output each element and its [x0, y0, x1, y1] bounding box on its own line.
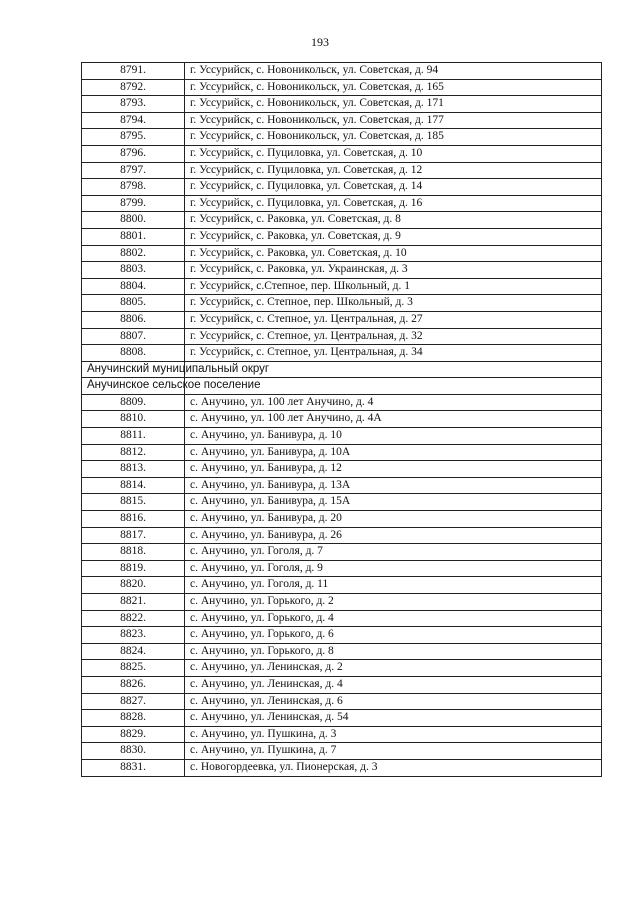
row-number: 8821.: [82, 594, 185, 611]
row-address: г. Уссурийск, с. Пуциловка, ул. Советская, д. 10: [185, 145, 602, 162]
row-address: с. Анучино, ул. Ленинская, д. 6: [185, 693, 602, 710]
row-address: г. Уссурийск, с. Пуциловка, ул. Советская, д. 14: [185, 179, 602, 196]
row-address: г. Уссурийск, с. Пуциловка, ул. Советская, д. 16: [185, 195, 602, 212]
row-address: с. Анучино, ул. Горького, д. 4: [185, 610, 602, 627]
row-address: г. Уссурийск, с. Новоникольск, ул. Советская, д. 177: [185, 112, 602, 129]
row-address: с. Анучино, ул. Банивура, д. 20: [185, 511, 602, 528]
row-number: 8801.: [82, 228, 185, 245]
row-number: 8816.: [82, 511, 185, 528]
row-address: с. Анучино, ул. Горького, д. 8: [185, 643, 602, 660]
table-row: [82, 145, 602, 162]
table-row: [82, 577, 602, 594]
table-row: [82, 179, 602, 196]
address-registry-table: [81, 62, 602, 777]
row-number: 8827.: [82, 693, 185, 710]
row-number: 8811.: [82, 428, 185, 445]
table-row: [82, 544, 602, 561]
row-address: с. Анучино, ул. Ленинская, д. 2: [185, 660, 602, 677]
row-address: г. Уссурийск, с. Новоникольск, ул. Советская, д. 165: [185, 79, 602, 96]
row-address: с. Анучино, ул. Горького, д. 2: [185, 594, 602, 611]
section-header-row: [82, 378, 602, 395]
row-address: с. Анучино, ул. Банивура, д. 15А: [185, 494, 602, 511]
row-number: 8804.: [82, 278, 185, 295]
row-address: с. Анучино, ул. Банивура, д. 10: [185, 428, 602, 445]
row-address: г. Уссурийск, с. Раковка, ул. Советская, д. 10: [185, 245, 602, 262]
table-row: [82, 162, 602, 179]
table-row: [82, 627, 602, 644]
row-number: 8798.: [82, 179, 185, 196]
table-row: [82, 394, 602, 411]
table-row: [82, 676, 602, 693]
row-number: 8822.: [82, 610, 185, 627]
row-number: 8802.: [82, 245, 185, 262]
row-number: 8830.: [82, 743, 185, 760]
row-address: с. Анучино, ул. Банивура, д. 10А: [185, 444, 602, 461]
row-number: 8826.: [82, 676, 185, 693]
row-address: с. Анучино, ул. 100 лет Анучино, д. 4: [185, 394, 602, 411]
row-number: 8794.: [82, 112, 185, 129]
row-number: 8796.: [82, 145, 185, 162]
row-address: г. Уссурийск, с. Степное, пер. Школьный, д. 3: [185, 295, 602, 312]
row-number: 8806.: [82, 311, 185, 328]
table-row: [82, 726, 602, 743]
row-number: 8818.: [82, 544, 185, 561]
table-row: [82, 328, 602, 345]
row-address: г. Уссурийск, с.Степное, пер. Школьный, д. 1: [185, 278, 602, 295]
table-row: [82, 129, 602, 146]
row-number: 8812.: [82, 444, 185, 461]
table-row: [82, 411, 602, 428]
row-address: с. Анучино, ул. Горького, д. 6: [185, 627, 602, 644]
table-row: [82, 693, 602, 710]
table-row: [82, 710, 602, 727]
table-row: [82, 195, 602, 212]
row-number: 8823.: [82, 627, 185, 644]
table-row: [82, 63, 602, 80]
row-number: 8793.: [82, 96, 185, 113]
row-address: г. Уссурийск, с. Новоникольск, ул. Советская, д. 171: [185, 96, 602, 113]
table-row: [82, 278, 602, 295]
row-address: с. Анучино, ул. Ленинская, д. 4: [185, 676, 602, 693]
row-number: 8805.: [82, 295, 185, 312]
row-address: с. Анучино, ул. Банивура, д. 12: [185, 461, 602, 478]
section-label: Анучинское сельское поселение: [82, 378, 185, 395]
section-header-row: [82, 361, 602, 378]
row-address: г. Уссурийск, с. Новоникольск, ул. Советская, д. 94: [185, 63, 602, 80]
row-number: 8792.: [82, 79, 185, 96]
table-row: [82, 759, 602, 776]
table-row: [82, 444, 602, 461]
row-number: 8809.: [82, 394, 185, 411]
table-row: [82, 79, 602, 96]
row-number: 8824.: [82, 643, 185, 660]
row-address: с. Анучино, ул. Ленинская, д. 54: [185, 710, 602, 727]
row-number: 8819.: [82, 560, 185, 577]
row-address: с. Анучино, ул. Гоголя, д. 7: [185, 544, 602, 561]
row-address: г. Уссурийск, с. Степное, ул. Центральная, д. 32: [185, 328, 602, 345]
table-row: [82, 245, 602, 262]
table-row: [82, 96, 602, 113]
row-address: с. Анучино, ул. Пушкина, д. 3: [185, 726, 602, 743]
table-row: [82, 594, 602, 611]
table-row: [82, 345, 602, 362]
row-number: 8825.: [82, 660, 185, 677]
table-row: [82, 610, 602, 627]
row-number: 8807.: [82, 328, 185, 345]
table-row: [82, 527, 602, 544]
row-number: 8828.: [82, 710, 185, 727]
table-row: [82, 643, 602, 660]
row-address: с. Анучино, ул. Гоголя, д. 9: [185, 560, 602, 577]
table-row: [82, 112, 602, 129]
row-number: 8815.: [82, 494, 185, 511]
row-number: 8799.: [82, 195, 185, 212]
table-row: [82, 494, 602, 511]
row-address: г. Уссурийск, с. Степное, ул. Центральная, д. 34: [185, 345, 602, 362]
row-number: 8797.: [82, 162, 185, 179]
page-number: 193: [311, 35, 329, 49]
row-number: 8800.: [82, 212, 185, 229]
row-address: с. Анучино, ул. Гоголя, д. 11: [185, 577, 602, 594]
row-address: г. Уссурийск, с. Новоникольск, ул. Советская, д. 185: [185, 129, 602, 146]
row-address: г. Уссурийск, с. Степное, ул. Центральная, д. 27: [185, 311, 602, 328]
row-address: г. Уссурийск, с. Раковка, ул. Украинская, д. 3: [185, 262, 602, 279]
row-number: 8808.: [82, 345, 185, 362]
table-row: [82, 477, 602, 494]
table-row: [82, 295, 602, 312]
row-number: 8829.: [82, 726, 185, 743]
registry-body: [82, 63, 602, 777]
row-address: с. Анучино, ул. Банивура, д. 13А: [185, 477, 602, 494]
row-number: 8820.: [82, 577, 185, 594]
row-number: 8810.: [82, 411, 185, 428]
table-row: [82, 461, 602, 478]
table-row: [82, 660, 602, 677]
row-address: с. Анучино, ул. 100 лет Анучино, д. 4А: [185, 411, 602, 428]
table-row: [82, 262, 602, 279]
row-number: 8814.: [82, 477, 185, 494]
table-row: [82, 428, 602, 445]
row-address: г. Уссурийск, с. Пуциловка, ул. Советская, д. 12: [185, 162, 602, 179]
row-number: 8813.: [82, 461, 185, 478]
row-address: г. Уссурийск, с. Раковка, ул. Советская, д. 9: [185, 228, 602, 245]
section-label: Анучинский муниципальный округ: [82, 361, 185, 378]
row-address: с. Анучино, ул. Пушкина, д. 7: [185, 743, 602, 760]
table-row: [82, 511, 602, 528]
table-row: [82, 212, 602, 229]
table-row: [82, 743, 602, 760]
row-number: 8795.: [82, 129, 185, 146]
row-number: 8831.: [82, 759, 185, 776]
table-row: [82, 311, 602, 328]
row-address: с. Новогордеевка, ул. Пионерская, д. 3: [185, 759, 602, 776]
row-number: 8803.: [82, 262, 185, 279]
row-number: 8817.: [82, 527, 185, 544]
row-address: г. Уссурийск, с. Раковка, ул. Советская, д. 8: [185, 212, 602, 229]
row-address: с. Анучино, ул. Банивура, д. 26: [185, 527, 602, 544]
table-row: [82, 228, 602, 245]
row-number: 8791.: [82, 63, 185, 80]
table-row: [82, 560, 602, 577]
